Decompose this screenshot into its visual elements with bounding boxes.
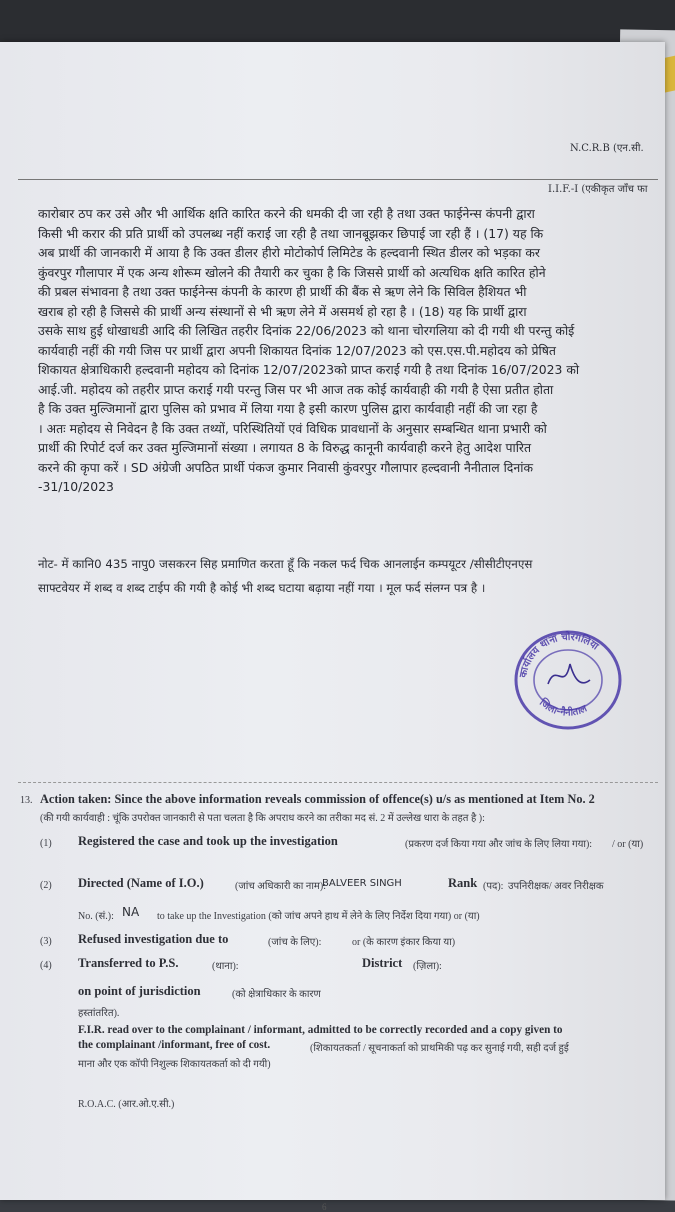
- fir-read-over: F.I.R. read over to the complainant / informant, admitted to be correctly recorded and a copy given to: [78, 1024, 563, 1036]
- item-2-number: (2): [40, 880, 52, 891]
- fir-hindi: (शिकायतकर्ता / सूचनाकर्ता को प्राथमिकी पढ़ कर सुनाई गयी, सही दर्ज हुई: [310, 1043, 569, 1054]
- body-line: की प्रबल संभावना है तथा उक्त फाईनेन्स कंपनी के कारण ही प्रार्थी की बैंक से ऋण लेने कि सिविल हैशियत भी: [38, 284, 527, 299]
- page-number: 6: [322, 1202, 327, 1212]
- ncrb-header: N.C.R.B (एन.सी.: [570, 143, 644, 154]
- district-hindi: (ज़िला):: [413, 961, 442, 972]
- rank-label: Rank: [448, 876, 478, 890]
- section-number: 13.: [20, 795, 33, 806]
- iif-header: I.I.F.-I (एकीकृत जाँच फा: [548, 184, 648, 195]
- item-4-label: Transferred to P.S.: [78, 956, 179, 970]
- io-name: BALVEER SINGH: [322, 878, 402, 889]
- complaint-body: [38, 204, 658, 497]
- item-3-label: Refused investigation due to: [78, 932, 229, 946]
- district-label: District: [362, 956, 403, 970]
- item-2-hindi: (जांच अधिकारी का नाम):: [235, 881, 327, 892]
- stamp-top-text: कार्यालय थाना चोरगलिया: [518, 631, 601, 679]
- no-tail: to take up the Investigation (को जांच अपने हाथ में लेने के लिए निर्देश दिया गया) or (या): [157, 911, 480, 922]
- body-line: कारोबार ठप कर उसे और भी आर्थिक क्षति कारित करने की धमकी दी जा रही है तथा उक्त फाईनेन्स कंपनी द्वारा: [38, 206, 535, 221]
- roac: R.O.A.C. (आर.ओ.ए.सी.): [78, 1099, 175, 1110]
- fir-hindi-2: माना और एक कॉपी निशुल्क शिकायतकर्ता को दी गयी): [78, 1059, 271, 1070]
- stamp-signature: [548, 664, 590, 684]
- jurisdiction-label: on point of jurisdiction: [78, 984, 201, 998]
- body-line: है कि उक्त मुल्जिमानों द्वारा पुलिस को प्रभाव में लिया गया है इसी कारण पुलिस द्वारा कार्यवाही नहीं की जा रहा है: [38, 401, 538, 416]
- fir-read-over-2: the complainant /informant, free of cost.: [78, 1039, 271, 1051]
- item-2-label: Directed (Name of I.O.): [78, 876, 204, 890]
- body-line: । अतः महोदय से निवेदन है कि उक्त तथ्यों, परिस्थितियों एवं विधिक प्रावधानों के अनुसार सम्बन्धित थाना प्रभारी को: [38, 420, 547, 436]
- item-1-number: (1): [40, 838, 52, 849]
- rank-hindi: (पद):: [483, 881, 504, 892]
- item-1-label: Registered the case and took up the investigation: [78, 834, 338, 848]
- body-line: किसी भी करार की प्रति प्रार्थी को उपलब्ध नहीं कराई जा रही है तथा जानबूझकर छिपाई जा रही हैं । (17) यह कि: [38, 225, 544, 241]
- body-line: शिकायत क्षेत्राधिकारी हल्दवानी महोदय को दिनांक 12/07/2023को प्राप्त कराई गयी है तथा दिनांक 16/07/2023 को: [38, 362, 580, 377]
- no-value: NA: [122, 905, 140, 919]
- body-line: कार्यवाही नहीं की गयी जिस पर प्रार्थी द्वारा अपनी शिकायत दिनांक 12/07/2023 को एस.एस.पी.महोदय को प्रेषित: [38, 342, 556, 358]
- item-4-number: (4): [40, 960, 52, 971]
- stamp-bottom-text: जिला-नैनीताल: [537, 697, 589, 719]
- jurisdiction-hindi-2: हस्तांतरित).: [78, 1008, 120, 1019]
- certification-note: [38, 552, 658, 600]
- section-title: Action taken: Since the above information reveals commission of offence(s) u/s as mentioned at Item No. 2: [40, 792, 595, 806]
- body-line: अब प्रार्थी की जानकारी में आया है कि उक्त डीलर हीरो मोटोकोर्प लिमिटेड के हल्दवानी स्थित डीलर को भड़का कर: [38, 245, 540, 260]
- body-line: करने की कृपा करें । SD अंग्रेजी अपठित प्रार्थी पंकज कुमार निवासी कुंवरपुर गौलापार हल्दवानी नैनीताल दिनांक: [38, 459, 533, 475]
- section-title-hindi: (की गयी कार्यवाही : चूंकि उपरोक्त जानकारी से पता चलता है कि अपराध करने का तरीका मद सं. 2 में उल्लेख धारा के तहत है ):: [40, 813, 485, 824]
- note-line: साफ्टवेयर में शब्द व शब्द टाईप की गयी है कोई भी शब्द घटाया बढ़ाया नहीं गया । मूल फर्द संलग्न पत्र है ।: [38, 581, 486, 595]
- rank-value: उपनिरीक्षक/ अवर निरीक्षक: [508, 881, 604, 892]
- item-3-tail: or (के कारण इंकार किया या): [352, 937, 456, 948]
- note-line: नोट- में कानि0 435 नापु0 जसकरन सिह प्रमाणित करता हूँ कि नकल फर्द चिक आनलाईन कम्पयूटर /सीसीटीएनएस: [38, 557, 533, 571]
- body-line: प्रार्थी की रिपोर्ट दर्ज कर उक्त मुल्जिमानों संख्या । लगायत 8 के विरुद्ध कानूनी कार्यवाही करने हेतु आदेश पारित: [38, 440, 532, 455]
- body-line: -31/10/2023: [38, 479, 114, 494]
- police-station-stamp: [508, 622, 628, 732]
- item-3-hindi: (जांच के लिए):: [268, 937, 322, 948]
- body-line: उसके साथ हुई धोखाधडी आदि की लिखित तहरीर दिनांक 22/06/2023 को थाना चोरगलिया को दी गयी थी परन्तु कोई: [38, 323, 575, 338]
- jurisdiction-hindi: (को क्षेत्राधिकार के कारण: [232, 989, 321, 1000]
- body-line: कुंवरपुर गौलापार में एक अन्य शोरूम खोलने की तैयारी कर चुका है कि जिससे प्रार्थी को अत्यधिक क्षति कारित होने: [38, 264, 546, 280]
- body-line: खराब हो रही है जिससे की प्रार्थी अन्य संस्थानों से भी ऋण लेने में असमर्थ हो रहा है । (18) यह कि प्रार्थी द्वारा: [38, 303, 527, 319]
- header-rule: [18, 179, 658, 180]
- body-line: आई.जी. महोदय को तहरीर प्राप्त कराई गयी परन्तु जिस पर भी आज तक कोई कार्यवाही की गयी है ऐसा प्रतीत होता: [38, 381, 554, 397]
- item-4-hindi: (थाना):: [212, 961, 239, 972]
- item-3-number: (3): [40, 936, 52, 947]
- document-page: [0, 42, 665, 1212]
- no-label: No. (सं.):: [78, 911, 114, 922]
- section-divider: [18, 782, 658, 783]
- item-1-tail: / or (या): [612, 839, 644, 850]
- item-1-hindi: (प्रकरण दर्ज किया गया और जांच के लिए लिया गया):: [405, 839, 593, 850]
